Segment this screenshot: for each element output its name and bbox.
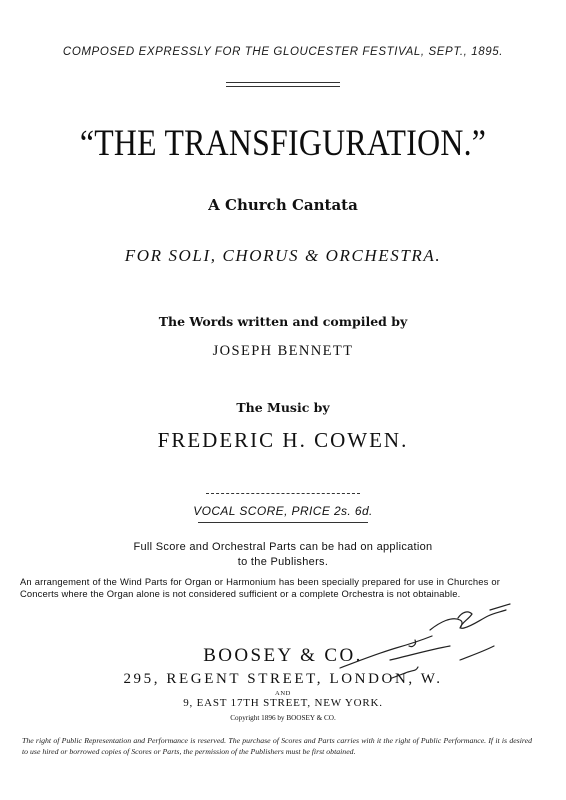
work-subtitle: A Church Cantata [208, 196, 358, 214]
signature-stroke [392, 667, 418, 678]
words-credit-label: The Words written and compiled by [158, 314, 408, 329]
full-score-note [0, 540, 566, 570]
arrangement-note: An arrangement of the Wind Parts for Organ or Harmonium has been specially prepared for use in Churches or Concerts where the Organ alone is not considered sufficient or a complete Orchestra is not obtainable. [20, 576, 500, 599]
price-rule-bottom [198, 522, 368, 523]
composer-name: FREDERIC H. COWEN. [157, 428, 409, 452]
vocal-score-price: VOCAL SCORE, PRICE 2s. 6d. [193, 504, 373, 518]
publisher-name: BOOSEY & CO. [203, 645, 363, 666]
festival-header: COMPOSED EXPRESSLY FOR THE GLOUCESTER FESTIVAL, SEPT., 1895. [62, 46, 504, 58]
signature-stroke [460, 646, 494, 660]
price-rule-top [206, 493, 360, 494]
signature-stroke [340, 636, 432, 668]
address-and: AND [275, 690, 291, 697]
work-title: “THE TRANSFIGURATION.” [79, 123, 487, 164]
signature-stroke [490, 604, 510, 610]
lyricist-name: JOSEPH BENNETT [212, 343, 354, 359]
london-address: 295, REGENT STREET, LONDON, W. [123, 671, 443, 687]
full-score-note-line1: Full Score and Orchestral Parts can be had on application [133, 541, 433, 553]
signature-stroke [390, 646, 450, 660]
header-rule-top [226, 82, 340, 83]
newyork-address: 9, EAST 17TH STREET, NEW YORK. [183, 697, 383, 709]
performance-rights-notice: The right of Public Representation and Performance is reserved. The purchase of Scores and Parts carries with it the right of Public Performance. If it is desired to use hired or borrowed copies of Scores or Parts, the permission of the Publishers must be first obtained. [22, 736, 532, 756]
header-rule-bottom [226, 86, 340, 87]
music-credit-label: The Music by [236, 400, 330, 415]
signature-stroke [430, 610, 506, 630]
handwritten-signature [320, 590, 540, 700]
scoring-line: FOR SOLI, CHORUS & ORCHESTRA. [124, 246, 442, 265]
copyright-line: Copyright 1896 by BOOSEY & CO. [230, 714, 336, 722]
full-score-note-line2: to the Publishers. [237, 556, 329, 568]
